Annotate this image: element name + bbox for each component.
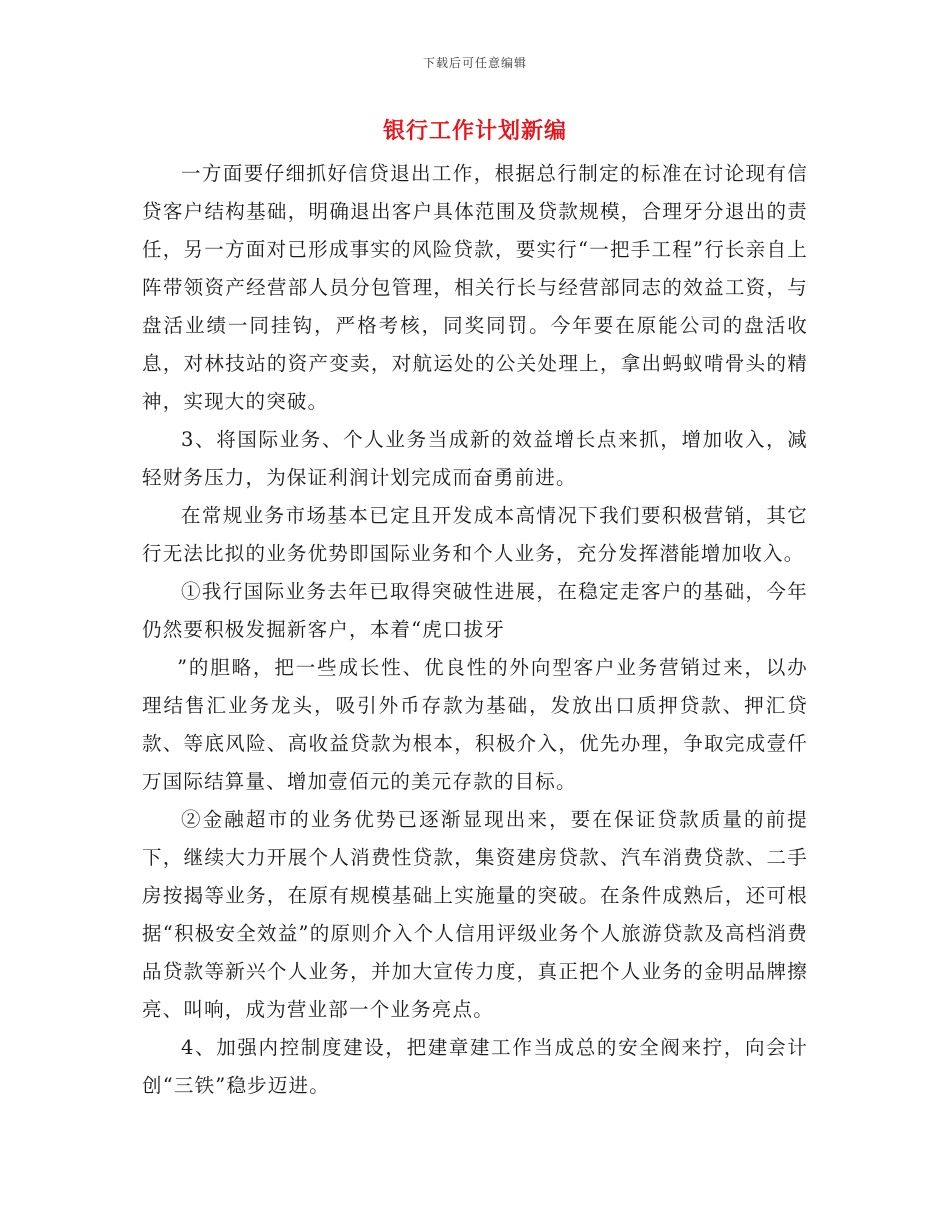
paragraph-market: 在常规业务市场基本已定且开发成本高情况下我们要积极营销，其它行无法比拟的业务优势即国际业务和个人业务，充分发挥潜能增加收入。 (142, 504, 808, 565)
paragraph-international-continued: ”的胆略，把一些成长性、优良性的外向型客户业务营销过来，以办理结售汇业务龙头，吸引外币存款为基础，发放出口质押贷款、押汇贷款、等底风险、高收益贷款为根本，积极介入，优先办理，争取完成壹仟万国际结算量、增加壹佰元的美元存款的目标。 (142, 656, 808, 793)
document-body (142, 155, 808, 1105)
paragraph-item-3: 3、将国际业务、个人业务当成新的效益增长点来抓，增加收入，减轻财务压力，为保证利润计划完成而奋勇前进。 (142, 428, 808, 489)
paragraph-international-business: ①我行国际业务去年已取得突破性进展，在稳定走客户的基础，今年仍然要积极发掘新客户，本着“虎口拔牙 (142, 580, 808, 641)
paragraph-finance-supermarket: ②金融超市的业务优势已逐渐显现出来，要在保证贷款质量的前提下，继续大力开展个人消费性贷款，集资建房贷款、汽车消费贷款、二手房按揭等业务，在原有规模基础上实施量的突破。在条件成熟后，还可根据“积极安全效益”的原则介入个人信用评级业务个人旅游贷款及高档消费品贷款等新兴个人业务，并加大宣传力度，真正把个人业务的金明品牌擦亮、叫响，成为营业部一个业务亮点。 (142, 808, 808, 1021)
page-header-note: 下载后可任意编辑 (422, 56, 527, 70)
document-title: 银行工作计划新编 (382, 118, 567, 144)
paragraph-risk-loans: 一方面要仔细抓好信贷退出工作，根据总行制定的标准在讨论现有信贷客户结构基础，明确退出客户具体范围及贷款规模，合理牙分退出的责任，另一方面对已形成事实的风险贷款，要实行“一把手工程”行长亲自上阵带领资产经营部人员分包管理，相关行长与经营部同志的效益工资，与盘活业绩一同挂钩，严格考核，同奖同罚。今年要在原能公司的盘活收息，对林技站的资产变卖，对航运处的公关处理上，拿出蚂蚁啃骨头的精神，实现大的突破。 (142, 162, 808, 413)
paragraph-item-4: 4、加强内控制度建设，把建章建工作当成总的安全阀来拧，向会计创“三铁”稳步迈进。 (142, 1036, 808, 1097)
